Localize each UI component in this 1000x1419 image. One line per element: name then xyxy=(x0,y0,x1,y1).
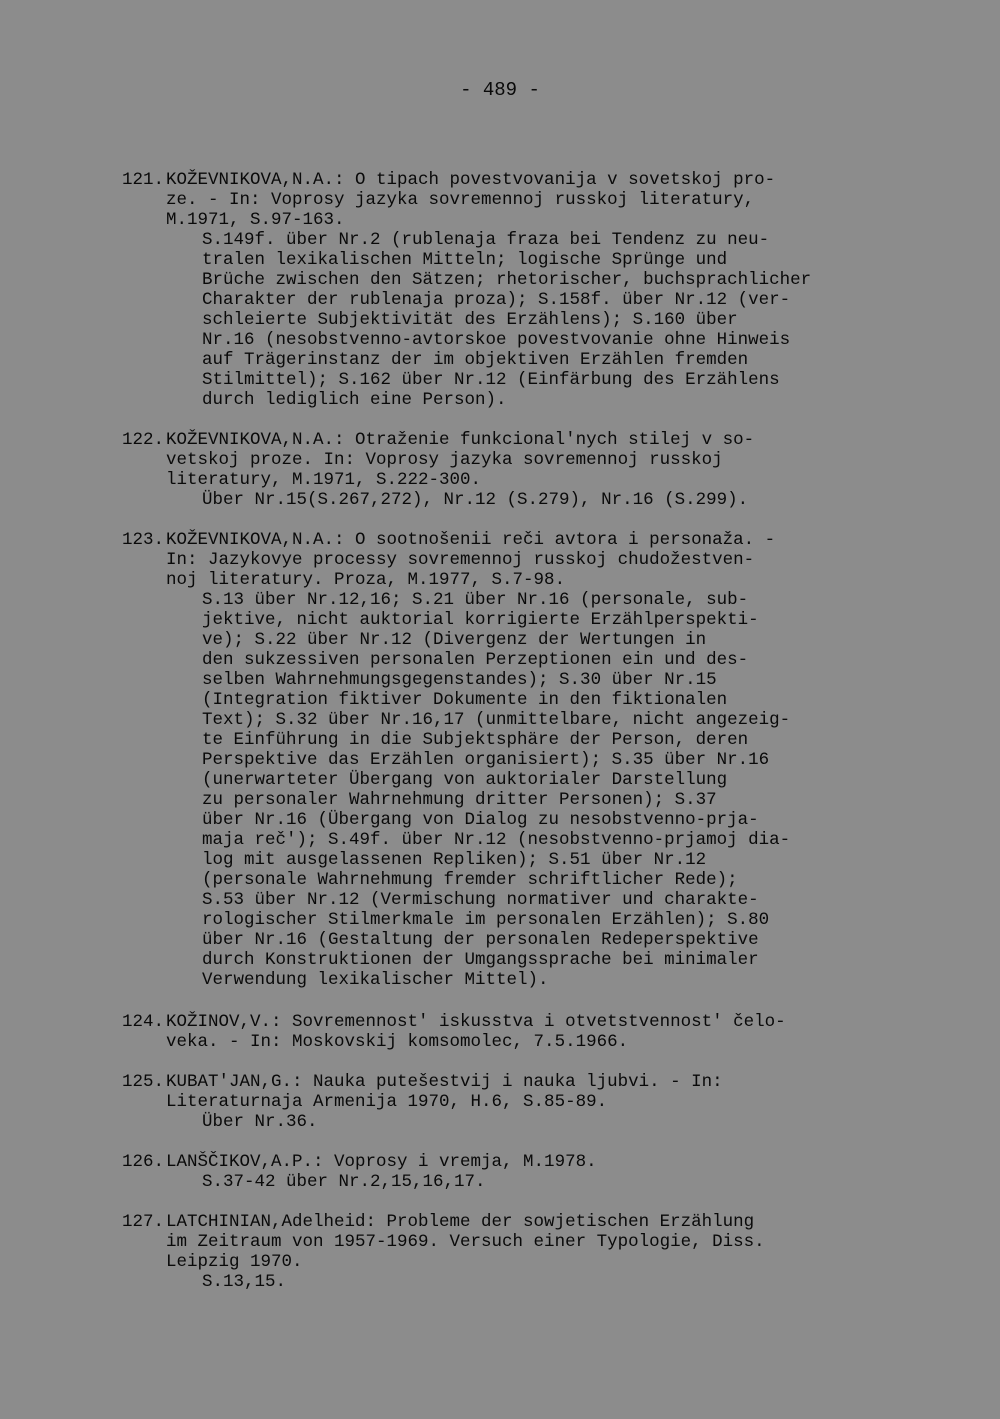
entry-line: tralen lexikalischen Mitteln; logische Sprünge und xyxy=(202,250,728,270)
entry-line: über Nr.16 (Gestaltung der personalen Redeperspektive xyxy=(202,930,759,950)
entry-number: 127. xyxy=(122,1212,165,1232)
entry-line: über Nr.16 (Übergang von Dialog zu nesobstvenno-prja- xyxy=(202,810,759,830)
entry-line: Text); S.32 über Nr.16,17 (unmittelbare, nicht angezeig- xyxy=(202,710,791,730)
entry-line: Nr.16 (nesobstvenno-avtorskoe povestvovanie ohne Hinweis xyxy=(202,330,791,350)
entry-number: 122. xyxy=(122,430,165,450)
entry-line: Über Nr.15(S.267,272), Nr.12 (S.279), Nr.16 (S.299). xyxy=(202,490,749,510)
entry-line: S.149f. über Nr.2 (rublenaja fraza bei Tendenz zu neu- xyxy=(202,230,770,250)
entry-line: jektive, nicht auktorial korrigierte Erzählperspekti- xyxy=(202,610,759,630)
entry-line: (personale Wahrnehmung fremder schriftlicher Rede); xyxy=(202,870,738,890)
entry-line: ve); S.22 über Nr.12 (Divergenz der Wertungen in xyxy=(202,630,707,650)
entry-line: schleierte Subjektivität des Erzählens); S.160 über xyxy=(202,310,738,330)
entry-line: Stilmittel); S.162 über Nr.12 (Einfärbung des Erzählens xyxy=(202,370,780,390)
entry-line: (Integration fiktiver Dokumente in den fiktionalen xyxy=(202,690,728,710)
entry-line: KOŽINOV,V.: Sovremennost' iskusstva i otvetstvennost' čelo- xyxy=(166,1012,786,1032)
entry-line: durch Konstruktionen der Umgangssprache bei minimaler xyxy=(202,950,759,970)
entry-line: Literaturnaja Armenija 1970, H.6, S.85-89. xyxy=(166,1092,608,1112)
entry-line: im Zeitraum von 1957-1969. Versuch einer Typologie, Diss. xyxy=(166,1232,765,1252)
entry-line: log mit ausgelassenen Repliken); S.51 über Nr.12 xyxy=(202,850,707,870)
entry-line: Perspektive das Erzählen organisiert); S.35 über Nr.16 xyxy=(202,750,770,770)
entry-line: KOŽEVNIKOVA,N.A.: O tipach povestvovanija v sovetskoj pro- xyxy=(166,170,776,190)
entry-line: S.37-42 über Nr.2,15,16,17. xyxy=(202,1172,486,1192)
entry-line: zu personaler Wahrnehmung dritter Personen); S.37 xyxy=(202,790,717,810)
entry-line: den sukzessiven personalen Perzeptionen ein und des- xyxy=(202,650,749,670)
entry-line: S.13 über Nr.12,16; S.21 über Nr.16 (personale, sub- xyxy=(202,590,749,610)
entry-line: vetskoj proze. In: Voprosy jazyka sovremennoj russkoj xyxy=(166,450,723,470)
entry-line: LANŠČIKOV,A.P.: Voprosy i vremja, M.1978. xyxy=(166,1152,597,1172)
entry-line: literatury, M.1971, S.222-300. xyxy=(166,470,482,490)
entry-line: KOŽEVNIKOVA,N.A.: O sootnošenii reči avtora i personaža. - xyxy=(166,530,776,550)
entry-line: selben Wahrnehmungsgegenstandes); S.30 über Nr.15 xyxy=(202,670,717,690)
entry-line: KUBAT'JAN,G.: Nauka putešestvij i nauka ljubvi. - In: xyxy=(166,1072,723,1092)
entry-line: Brüche zwischen den Sätzen; rhetorischer, buchsprachlicher xyxy=(202,270,812,290)
entry-line: Leipzig 1970. xyxy=(166,1252,303,1272)
entry-number: 121. xyxy=(122,170,165,190)
entry-line: Über Nr.36. xyxy=(202,1112,318,1132)
entry-line: S.53 über Nr.12 (Vermischung normativer und charakte- xyxy=(202,890,759,910)
entry-number: 126. xyxy=(122,1152,165,1172)
entry-line: Verwendung lexikalischer Mittel). xyxy=(202,970,549,990)
entry-line: LATCHINIAN,Adelheid: Probleme der sowjetischen Erzählung xyxy=(166,1212,755,1232)
entry-line: In: Jazykovye processy sovremennoj russkoj chudožestven- xyxy=(166,550,755,570)
entry-line: maja reč'); S.49f. über Nr.12 (nesobstvenno-prjamoj dia- xyxy=(202,830,791,850)
entry-line: te Einführung in die Subjektsphäre der Person, deren xyxy=(202,730,749,750)
entry-line: ze. - In: Voprosy jazyka sovremennoj russkoj literatury, xyxy=(166,190,755,210)
entry-line: S.13,15. xyxy=(202,1272,287,1292)
entry-line: veka. - In: Moskovskij komsomolec, 7.5.1966. xyxy=(166,1032,629,1052)
entry-line: (unerwarteter Übergang von auktorialer Darstellung xyxy=(202,770,728,790)
entry-line: KOŽEVNIKOVA,N.A.: Otraženie funkcional'nych stilej v so- xyxy=(166,430,755,450)
entry-number: 125. xyxy=(122,1072,165,1092)
entry-number: 123. xyxy=(122,530,165,550)
entry-line: auf Trägerinstanz der im objektiven Erzählen fremden xyxy=(202,350,749,370)
entry-line: noj literatury. Proza, M.1977, S.7-98. xyxy=(166,570,566,590)
entry-line: Charakter der rublenaja proza); S.158f. über Nr.12 (ver- xyxy=(202,290,791,310)
entry-number: 124. xyxy=(122,1012,165,1032)
entry-line: rologischer Stilmerkmale im personalen Erzählen); S.80 xyxy=(202,910,770,930)
entry-line: durch lediglich eine Person). xyxy=(202,390,507,410)
entry-line: M.1971, S.97-163. xyxy=(166,210,345,230)
page-number: - 489 - xyxy=(460,79,540,101)
